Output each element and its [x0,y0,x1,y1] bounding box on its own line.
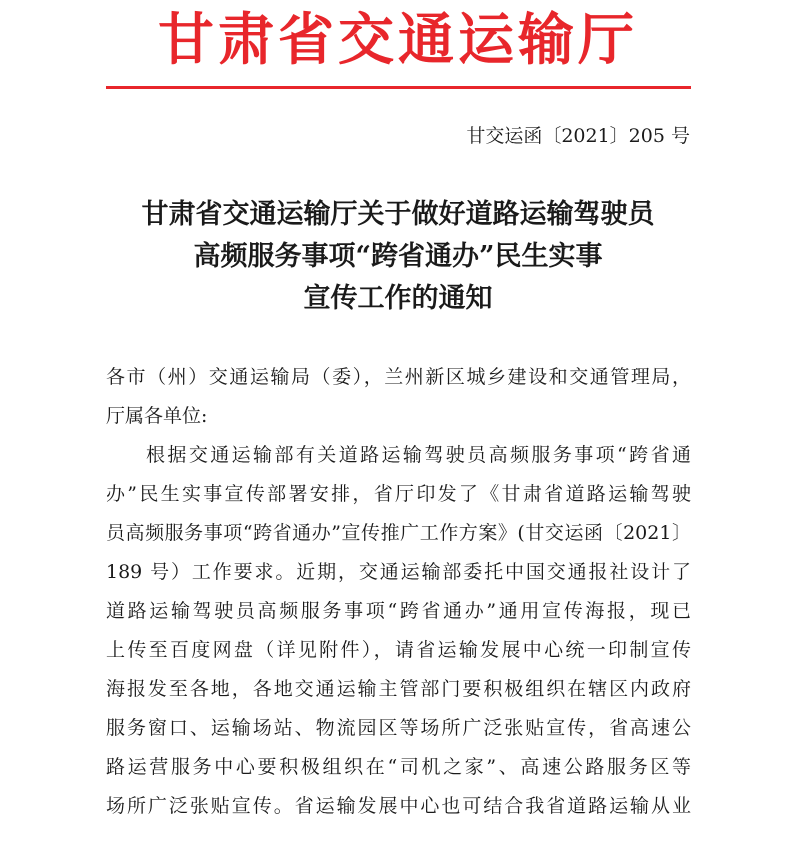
paragraph-line-8: 服务窗口、运输场站、物流园区等场所广泛张贴宣传，省高速公 [106,717,691,739]
salutation-line-2: 厅属各单位: [106,405,208,427]
red-divider-line [106,86,691,89]
paragraph-line-6: 上传至百度网盘（详见附件），请省运输发展中心统一印制宣传 [106,639,691,661]
title-line-3: 宣传工作的通知 [303,283,493,314]
paragraph-line-3: 员高频服务事项“跨省通办”宣传推广工作方案》(甘交运函〔2021〕 [106,522,691,544]
paragraph-line-10: 场所广泛张贴宣传。省运输发展中心也可结合我省道路运输从业 [106,795,691,817]
title-line-2: 高频服务事项“跨省通办”民生实事 [193,241,603,272]
paragraph-line-4: 189 号）工作要求。近期，交通运输部委托中国交通报社设计了 [106,561,691,583]
paragraph-line-5: 道路运输驾驶员高频服务事项“跨省通办”通用宣传海报，现已 [106,600,691,622]
paragraph-line-1: 根据交通运输部有关道路运输驾驶员高频服务事项“跨省通 [146,444,691,466]
document-title [0,194,796,320]
paragraph-line-2: 办”民生实事宣传部署安排，省厅印发了《甘肃省道路运输驾驶 [106,483,691,505]
document-body [106,358,691,826]
paragraph-line-7: 海报发至各地，各地交通运输主管部门要积极组织在辖区内政府 [106,678,691,700]
title-line-1: 甘肃省交通运输厅关于做好道路运输驾驶员 [141,199,655,230]
document-number: 甘交运函〔2021〕205 号 [466,125,690,147]
salutation-line-1: 各市（州）交通运输局（委），兰州新区城乡建设和交通管理局， [106,366,691,388]
agency-masthead: 甘肃省交通运输厅 [158,7,638,73]
paragraph-line-9: 路运营服务中心要积极组织在“司机之家”、高速公路服务区等 [106,756,691,778]
